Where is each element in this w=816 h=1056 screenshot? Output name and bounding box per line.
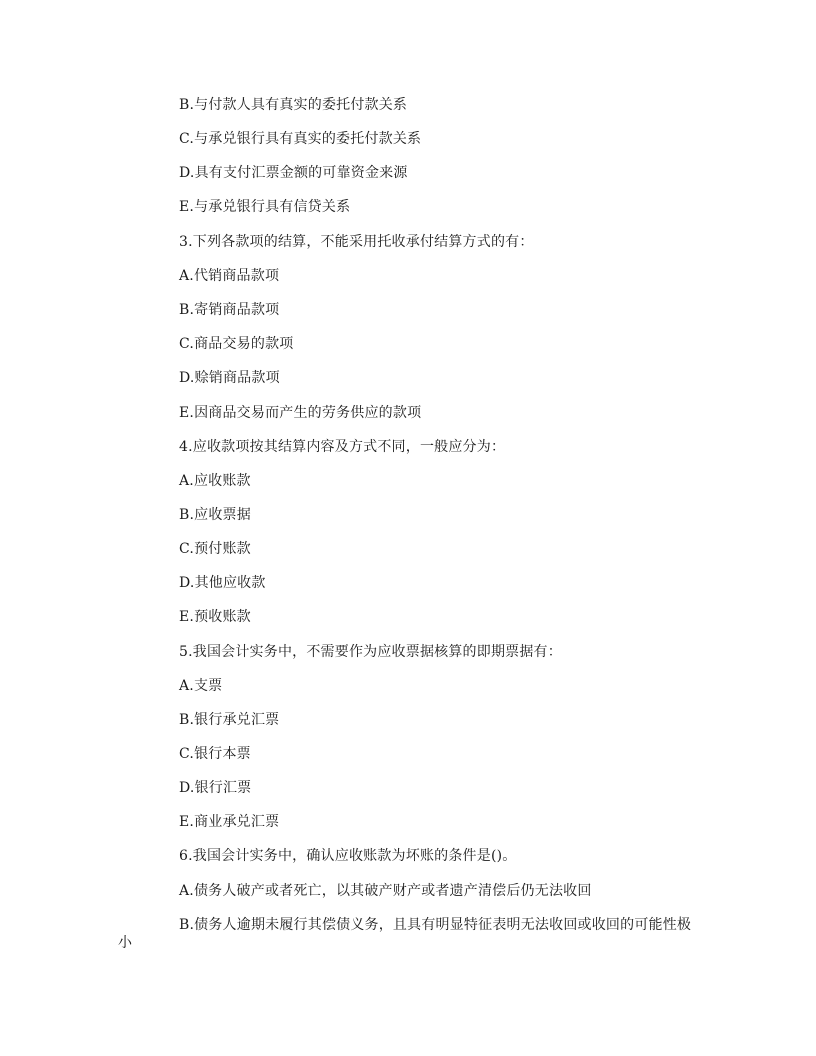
text-line: E.与承兑银行具有信贷关系 [179,199,351,215]
question-6: 6.我国会计实务中，确认应收账款为坏账的条件是()。 [179,848,517,864]
text-line: C.预付账款 [179,541,251,557]
text-line: A.债务人破产或者死亡，以其破产财产或者遗产清偿后仍无法收回 [179,883,592,899]
text-line: A.代销商品款项 [179,268,280,284]
question-4: 4.应收款项按其结算内容及方式不同，一般应分为： [179,439,506,455]
text-line: B.与付款人具有真实的委托付款关系 [179,97,408,113]
text-line: D.具有支付汇票金额的可靠资金来源 [179,165,408,181]
question-3: 3.下列各款项的结算，不能采用托收承付结算方式的有： [179,234,534,250]
text-line: D.赊销商品款项 [179,370,280,386]
text-line: D.其他应收款 [179,575,266,591]
text-line: E.预收账款 [179,609,251,625]
text-line: C.银行本票 [179,746,251,762]
text-line: B.应收票据 [179,507,251,523]
wrapped-text: 小 [118,935,132,951]
text-line: B.债务人逾期未履行其偿债义务，且具有明显特征表明无法收回或收回的可能性极 [179,917,692,933]
text-line: E.商业承兑汇票 [179,814,280,830]
text-line: C.商品交易的款项 [179,336,294,352]
text-line: B.寄销商品款项 [179,302,280,318]
text-line: D.银行汇票 [179,780,252,796]
text-line: A.应收账款 [179,473,251,489]
text-line: E.因商品交易而产生的劳务供应的款项 [179,405,422,421]
question-5: 5.我国会计实务中，不需要作为应收票据核算的即期票据有： [179,644,562,660]
text-line: B.银行承兑汇票 [179,712,280,728]
text-line: A.支票 [179,678,223,694]
text-line: C.与承兑银行具有真实的委托付款关系 [179,131,422,147]
